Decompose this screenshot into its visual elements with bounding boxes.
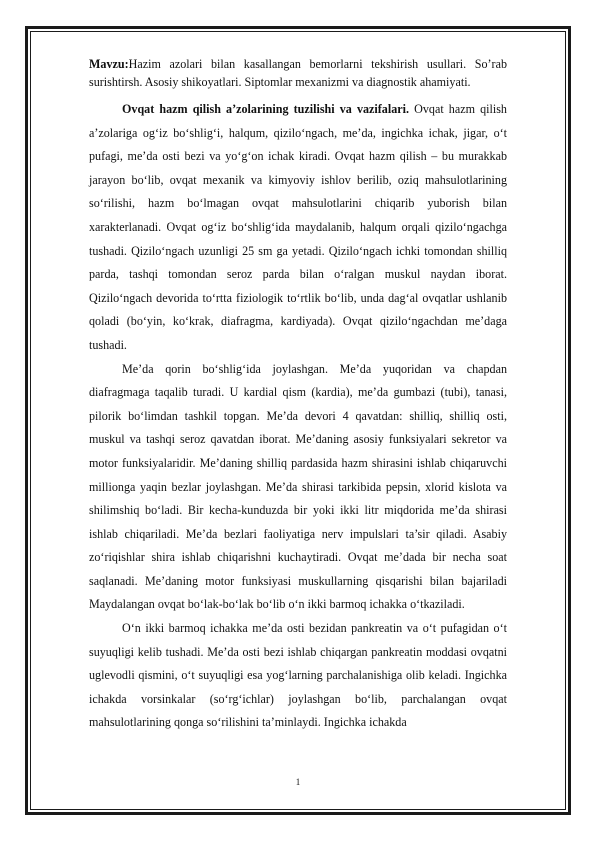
topic-text: Hazim azolari bilan kasallangan bemorlarni tekshirish usullari. So’rab surishtirsh. Asosiy shikoyatlari. Siptomlar mexanizmi va diagnostik ahamiyati. — [89, 57, 507, 89]
paragraph-3: O‘n ikki barmoq ichakka me’da osti bezidan pankreatin va o‘t pufagidan o‘t suyuqligi kelib tushadi. Me’da osti bezi ishlab chiqargan pankreatin moddasi ovqatni uglevodli qismini, o‘t suyuqligi esa yog‘larning parchalanishiga olib keladi. Ingichka ichakda vorsinkalar (so‘rg‘ichlar) joylashgan bo‘lib, parchalangan ovqat mahsulotlarining qonga so‘rilishini ta’minlaydi. Ingichka ichakda — [89, 621, 507, 730]
section-heading: Ovqat hazm qilish a’zolarining tuzilishi va vazifalari. — [122, 102, 410, 116]
paragraph-2: Me’da qorin bo‘shlig‘ida joylashgan. Me’da yuqoridan va chapdan diafragmaga taqalib turadi. U kardial qism (kardia), me’da gumbazi (tubi), tanasi, pilorik bo‘limdan tashkil topgan. Me’da devori 4 qavatdan: shilliq, shilliq osti, muskul va tashqi seroz qavatdan iborat. Me’daning asosiy funksiyalari sekretor va motor funksiyalaridir. Me’daning shilliq pardasida hazm shirasini ishlab chiqaruvchi millionga yaqin bezlar joylashgan. Me’da shirasi tarkibida pepsin, xlorid kislota va shilimshiq bo‘ladi. Bir kecha-kunduzda bir yoki ikki litr miqdorida me’da shirasi ishlab chiqariladi. Me’da bezlari faoliyatiga nerv impulslari ta’sir qiladi. Asabiy zo‘riqishlar shira ishlab chiqarishni kuchaytiradi. Ovqat me’dada bir necha soat saqlanadi. Me’daning motor funksiyasi muskullarning qisqarishi bilan bajariladi Maydalangan ovqat bo‘lak-bo‘lak bo‘lib o‘n ikki barmoq ichakka o‘tkaziladi. — [89, 361, 507, 612]
document-body — [89, 55, 507, 735]
paragraph-1 — [89, 98, 507, 358]
paragraph-1-text: Ovqat hazm qilish a’zolariga og‘iz bo‘shlig‘i, halqum, qizilo‘ngach, me’da, ingichka ichak, jigar, o‘t pufagi, me’da osti bezi va yo‘g‘on ichak kiradi. Ovqat hazm qilish – bu murakkab jarayon bo‘lib, ovqat mexanik va kimyoviy ishlov berilib, oziq mahsulotlarining so‘rilishi, hazm bo‘lmagan ovqat mahsulotlarini chiqarib yuborish bilan xarakterlanadi. Ovqat og‘iz bo‘shlig‘ida maydalanib, halqum orqali qizilo‘ngachga tushadi. Qizilo‘ngach uzunligi 25 sm ga yetadi. Qizilo‘ngach ichki tomondan shilliq parda, tashqi tomondan seroz parda bilan o‘ralgan muskul naydan iborat. Qizilo‘ngach devorida to‘rtta fiziologik to‘rtlik bo‘lib, unda dag‘al ovqatlar ushlanib qoladi (bo‘yin, ko‘krak, diafragma, kardiyada). Ovqat qizilo‘ngachdan me’daga tushadi. — [89, 102, 507, 352]
page-number: 1 — [295, 777, 301, 787]
topic-label: Mavzu: — [89, 57, 129, 71]
topic-line — [89, 55, 507, 91]
